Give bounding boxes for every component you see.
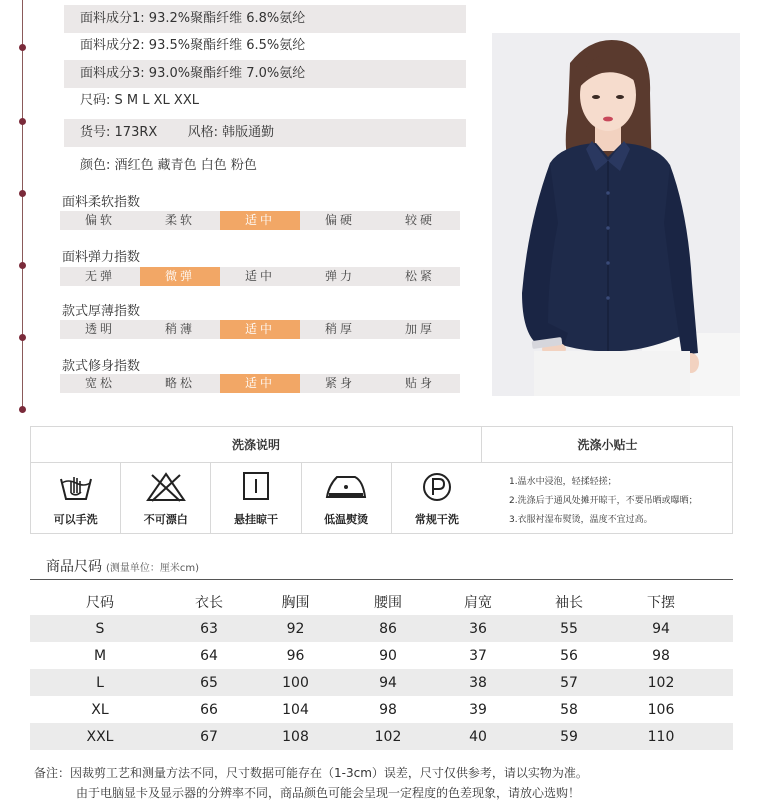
size-table (30, 588, 733, 750)
table-header-row (30, 588, 733, 615)
scale-option: 无弹 (84, 269, 115, 283)
table-cell: 110 (647, 728, 675, 745)
table-cell: 92 (286, 620, 305, 637)
elasticity-title: 面料弹力指数 (62, 250, 141, 265)
model-illustration (492, 33, 740, 396)
table-cell: 65 (200, 674, 218, 691)
timeline-dot (19, 406, 26, 413)
scale-option: 贴身 (404, 376, 435, 390)
scale-option: 宽松 (84, 376, 115, 390)
table-cell: 37 (469, 647, 487, 664)
spec-value: 93.0%聚酯纤维 7.0%氨纶 (148, 66, 306, 81)
table-row (30, 669, 733, 696)
scale-option: 偏硬 (324, 213, 355, 227)
table-cell: 63 (200, 620, 218, 637)
wash-tips (509, 473, 698, 530)
note-line: 由于电脑显卡及显示器的分辨率不同，商品颜色可能会呈现一定程度的色差现象，请放心选购！ (76, 786, 581, 800)
wash-icons (31, 463, 482, 534)
scale-option: 稍厚 (324, 322, 355, 336)
wash-item (121, 463, 211, 534)
wash-label: 悬挂晾干 (233, 513, 278, 526)
table-cell: 90 (379, 647, 397, 664)
thickness-title: 款式厚薄指数 (62, 304, 141, 319)
thickness-scale (60, 320, 460, 339)
softness-scale (60, 211, 460, 230)
wash-item (302, 463, 392, 534)
table-cell: 94 (379, 674, 397, 691)
timeline-dot (19, 118, 26, 125)
table-cell: 106 (647, 701, 675, 718)
scale-option: 略松 (164, 376, 195, 390)
timeline-line (22, 0, 23, 412)
table-cell: 57 (560, 674, 578, 691)
spec-fabric-2 (64, 32, 466, 60)
hang-dry-icon (242, 471, 270, 501)
table-header: 衣长 (195, 594, 223, 611)
table-cell: 86 (379, 620, 397, 637)
scale-option: 柔软 (164, 213, 195, 227)
spec-fabric-1 (64, 5, 466, 33)
size-divider (30, 579, 733, 580)
table-header: 胸围 (281, 594, 310, 611)
spec-value: 93.2%聚酯纤维 6.8%氨纶 (148, 11, 306, 26)
scale-option: 紧身 (324, 376, 355, 390)
table-cell: 39 (469, 701, 487, 718)
fit-title: 款式修身指数 (62, 359, 141, 374)
table-cell: 40 (469, 728, 487, 745)
wash-tips-title: 洗涤小贴士 (482, 427, 733, 463)
spec-label: 风格: (187, 125, 218, 140)
scale-option: 弹力 (324, 269, 355, 283)
timeline-dot (19, 190, 26, 197)
table-header: 尺码 (86, 594, 114, 611)
product-photo (492, 33, 740, 396)
spec-label: 尺码: (80, 93, 111, 108)
table-cell: 38 (469, 674, 487, 691)
scale-option: 较硬 (404, 213, 435, 227)
scale-option: 偏软 (84, 213, 115, 227)
spec-label: 颜色: (80, 158, 111, 173)
size-unit: (测量单位：厘米cm) (106, 563, 200, 574)
scale-option-selected: 适中 (220, 374, 300, 393)
dry-clean-icon (421, 471, 453, 503)
table-cell: 55 (560, 620, 578, 637)
table-cell: L (96, 674, 104, 691)
wash-label: 不可漂白 (143, 513, 188, 526)
timeline-dot (19, 262, 26, 269)
table-cell: 100 (282, 674, 309, 691)
table-cell: 96 (286, 647, 305, 664)
wash-title: 洗涤说明 (31, 427, 482, 463)
wash-item (211, 463, 301, 534)
spec-label: 货号: (80, 125, 111, 140)
table-cell: 58 (560, 701, 578, 718)
table-cell: 102 (647, 674, 675, 691)
table-cell: 98 (652, 647, 670, 664)
spec-label: 面料成分3: (80, 66, 145, 81)
spec-item-style (64, 119, 466, 147)
wash-tip: 3.衣服衬湿布熨烫，温度不宜过高。 (509, 515, 653, 525)
scale-option: 适中 (244, 269, 275, 283)
table-header: 下摆 (647, 594, 675, 611)
wash-section (30, 426, 733, 534)
no-bleach-icon (146, 471, 186, 503)
table-cell: 64 (200, 647, 218, 664)
table-cell: 98 (379, 701, 397, 718)
table-header: 袖长 (555, 594, 583, 611)
table-row (30, 696, 733, 723)
table-cell: 104 (282, 701, 309, 718)
table-cell: 59 (560, 728, 578, 745)
table-cell: 66 (200, 701, 218, 718)
spec-value: 韩版通勤 (222, 125, 275, 140)
scale-option: 松紧 (404, 269, 435, 283)
table-cell: 102 (374, 728, 402, 745)
table-cell: XL (91, 701, 109, 718)
wash-label: 常规干洗 (414, 513, 459, 526)
timeline-dot (19, 334, 26, 341)
scale-option: 透明 (84, 322, 115, 336)
timeline-dot (19, 44, 26, 51)
spec-fabric-3 (64, 60, 466, 88)
table-row (30, 615, 733, 642)
wash-label: 低温熨烫 (324, 513, 369, 526)
spec-value: S M L XL XXL (114, 93, 199, 108)
scale-option: 稍薄 (164, 322, 195, 336)
table-row (30, 723, 733, 750)
table-header: 肩宽 (464, 594, 492, 611)
table-header: 腰围 (374, 594, 402, 611)
table-cell: S (95, 620, 105, 637)
wash-tip: 1.温水中浸泡，轻揉轻搓； (509, 477, 617, 487)
table-cell: XXL (86, 728, 114, 745)
size-table-title (46, 556, 199, 576)
spec-label: 面料成分2: (80, 38, 145, 53)
table-cell: 36 (469, 620, 487, 637)
spec-value: 173RX (114, 125, 158, 140)
low-iron-icon (325, 471, 367, 501)
wash-item (31, 463, 121, 534)
hand-wash-icon (58, 471, 94, 503)
wash-item (392, 463, 482, 534)
table-cell: 94 (652, 620, 670, 637)
spec-sizes (64, 87, 466, 115)
scale-option-selected: 适中 (220, 211, 300, 230)
wash-label: 可以手洗 (53, 513, 98, 526)
spec-value: 93.5%聚酯纤维 6.5%氨纶 (148, 38, 306, 53)
fit-scale (60, 374, 460, 393)
table-cell: 56 (560, 647, 578, 664)
spec-label: 面料成分1: (80, 11, 145, 26)
note-line: 备注：因裁剪工艺和测量方法不同，尺寸数据可能存在（1-3cm）误差，尺寸仅供参考，请以实物为准。 (34, 766, 588, 780)
table-cell: 67 (200, 728, 218, 745)
table-row (30, 642, 733, 669)
scale-option-selected: 微弹 (140, 267, 220, 286)
spec-colors (64, 152, 466, 180)
table-cell: M (93, 647, 107, 664)
elasticity-scale (60, 267, 460, 286)
size-title-text: 商品尺码 (46, 559, 102, 575)
wash-tip: 2.洗涤后于通风处摊开晾干，不要吊晒或曝晒； (509, 496, 698, 506)
scale-option-selected: 适中 (220, 320, 300, 339)
spec-value: 酒红色 藏青色 白色 粉色 (114, 158, 257, 173)
scale-option: 加厚 (404, 322, 435, 336)
table-cell: 108 (282, 728, 309, 745)
softness-title: 面料柔软指数 (62, 195, 141, 210)
